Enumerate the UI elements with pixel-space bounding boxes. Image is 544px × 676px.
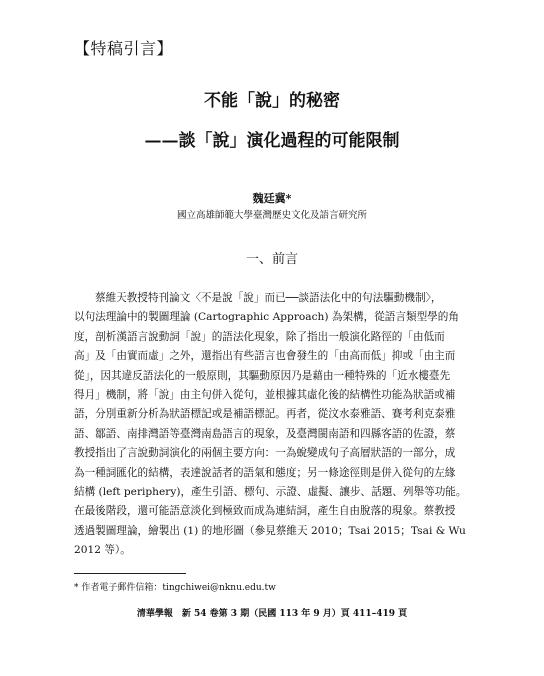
body-line: 以句法理論中的製圖理論 (Cartographic Approach) 為架構，從語言類型學的角 xyxy=(74,311,459,324)
body-line: 結構 (left periphery)，產生引語、標句、示證、虛擬、讓步、話題、列舉等功能。 xyxy=(74,485,467,498)
body-line: 2012 等）。 xyxy=(74,544,131,557)
body-line: 從」，因其違反語法化的一般原則，其驅動原因乃是藉由一種特殊的「近水樓臺先 xyxy=(74,369,451,382)
body-paragraph xyxy=(74,289,474,560)
body-line: 為一種詞匯化的結構，表達說話者的語氣和態度；另一條途徑則是併入從句的左緣 xyxy=(74,466,456,479)
footnote-author-email: * 作者電子郵件信箱：tingchiwei@nknu.edu.tw xyxy=(74,583,276,593)
body-line: 蔡維天教授特刊論文〈不是說「說」而已──談語法化中的句法驅動機制〉， xyxy=(95,292,442,304)
author-affiliation: 國立高雄師範大學臺灣歷史文化及語言研究所 xyxy=(176,210,367,221)
body-line: 高」及「由實而虛」之外，還指出有些語言也會發生的「由高而低」抑或「由主而 xyxy=(74,350,456,363)
body-line: 語，分別重新分析為狀語標記或是補語標記。再者，從汶水泰雅語、賽考利克泰雅 xyxy=(74,408,456,421)
section-heading: 一、前言 xyxy=(245,252,298,267)
body-line: 語、鄒語、南排灣語等臺灣南島語言的現象，及臺灣閩南語和四縣客語的佐證，蔡 xyxy=(74,427,456,440)
body-line: 教授指出了言說動詞演化的兩個主要方向：一為蛻變成句子高層狀語的一部分，成 xyxy=(74,447,456,460)
body-line: 在最後階段，還可能語意淡化到極致而成為連結詞，產生自由脫落的現象。蔡教授 xyxy=(74,505,456,518)
page-footer-citation: 清華學報 新 54 卷第 3 期（民國 113 年 9 月）頁 411–419 頁 xyxy=(136,609,408,619)
footnote-divider xyxy=(74,573,186,574)
body-line: 度，剖析漢語言說動詞「說」的語法化現象，除了指出一般演化路徑的「由低而 xyxy=(74,330,445,343)
body-line: 透過製圖理論，繪製出 (1) 的地形圖（參見蔡維天 2010；Tsai 2015；Tsai & Wu xyxy=(74,524,466,537)
body-line: 得月」機制，將「說」由主句併入從句，並根據其虛化後的結構性功能為狀語或補 xyxy=(74,388,456,401)
author-name: 魏廷冀* xyxy=(252,192,292,205)
article-title: 不能「說」的秘密 xyxy=(204,91,340,111)
section-tag: 【特稿引言】 xyxy=(74,39,174,58)
article-subtitle: ——談「說」演化過程的可能限制 xyxy=(144,131,400,151)
